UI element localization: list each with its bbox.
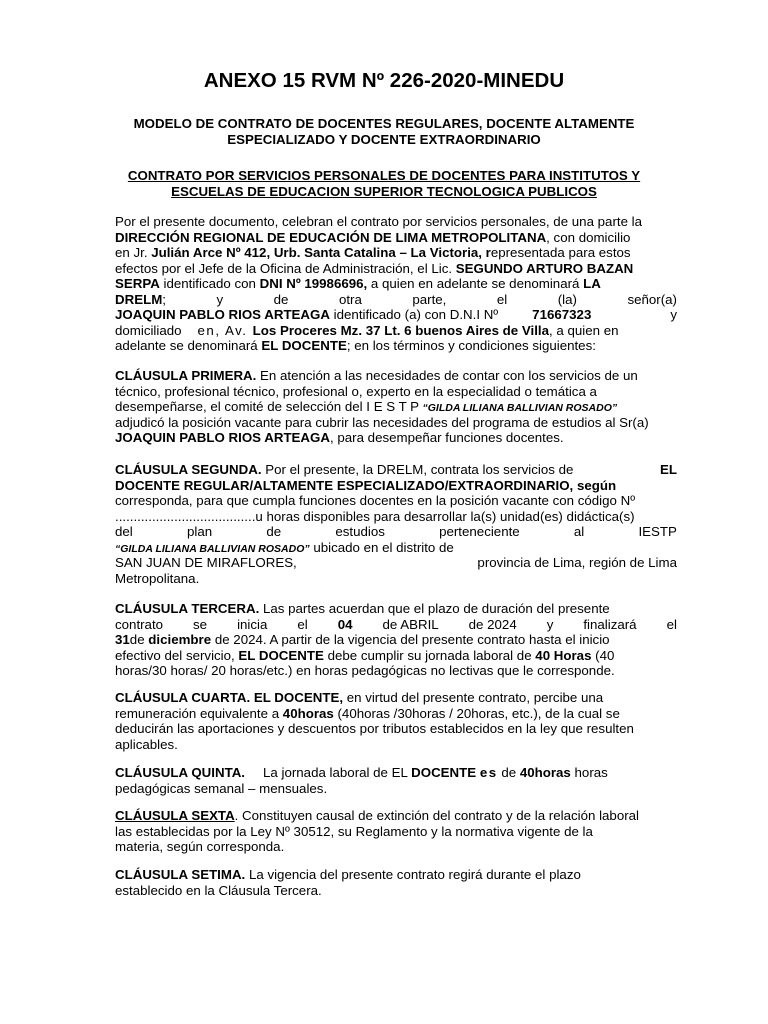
text-run: , a quien en [549, 322, 619, 338]
text-run: señor(a) [627, 291, 677, 307]
text-run: es [479, 765, 498, 780]
text-run: epresentada para estos [490, 245, 631, 260]
text-line: las establecidas por la Ley Nº 30512, su Reglamento y la normativa vigente de la [115, 823, 593, 839]
text-run: (40horas /30horas / 20horas, etc.), de la cual se [333, 705, 620, 721]
text-line: aplicables. [115, 736, 178, 752]
text-run: del [115, 524, 133, 539]
clause-heading: CLÁUSULA SETIMA. [115, 867, 246, 882]
address: Julián Arce Nº 412, Urb. Santa Catalina – La Victoria, r [151, 245, 491, 260]
text-run: EL DOCENTE [261, 338, 347, 353]
text-run: y [670, 307, 677, 322]
text-run: el [496, 291, 508, 307]
clause-quinta [115, 765, 677, 796]
clause-setima [115, 867, 677, 898]
text-line [115, 430, 677, 446]
dni: DNI Nº 19986696, [259, 276, 368, 291]
start-month: de ABRIL [382, 616, 439, 632]
text-line [115, 540, 677, 556]
representative-name: SERPA [115, 276, 160, 291]
clause-heading: CLÁUSULA QUINTA. [115, 765, 246, 780]
text-line: horas/30 horas/ 20 horas/etc.) en horas pedagógicas no lectivas que le corresponde. [115, 663, 615, 678]
clause-primera [115, 368, 677, 446]
text-run: Las partes acuerdan que el plazo de duración del presente [259, 601, 610, 616]
text-line: DOCENTE REGULAR/ALTAMENTE ESPECIALIZADO/EXTRAORDINARIO, según [115, 477, 617, 493]
teacher-name: JOAQUIN PABLO RIOS ARTEAGA [115, 307, 330, 322]
text-run: ; en los términos y condiciones siguientes: [346, 338, 596, 353]
text-run: (40 [591, 647, 615, 663]
text-line [115, 555, 677, 571]
clause-cuarta [115, 690, 677, 752]
teacher-address: Los Proceres Mz. 37 Lt. 6 buenos Aires de Villa [252, 322, 549, 338]
teacher-name: JOAQUIN PABLO RIOS ARTEAGA [115, 430, 330, 445]
text-run: (la) [557, 291, 577, 307]
drelm-name: DIRECCIÓN REGIONAL DE EDUCACIÓN DE LIMA METROPOLITANA [115, 229, 547, 245]
clause-sexta [115, 808, 677, 855]
district: SAN JUAN DE MIRAFLORES, [115, 555, 297, 570]
text-line: Metropolitana. [115, 570, 200, 586]
text-line [115, 601, 677, 617]
text-run: En atención a las necesidades de contar con los servicios de un [256, 368, 638, 383]
text-line: establecido en la Cláusula Tercera. [115, 882, 322, 898]
text-run: en, Av. [197, 322, 253, 338]
text-run: de [129, 632, 149, 647]
text-line [115, 765, 677, 781]
clause-segunda [115, 462, 677, 586]
text-line [115, 399, 677, 415]
text-run: La jornada laboral de EL [263, 765, 412, 780]
subtitle-line: ESPECIALIZADO Y DOCENTE EXTRAORDINARIO [227, 131, 541, 147]
text-run: LA [583, 276, 601, 291]
text-line [115, 261, 677, 277]
text-line [115, 808, 677, 824]
text-run: contrato [115, 616, 164, 632]
text-run: de [266, 524, 282, 539]
text-run: EL [660, 462, 677, 477]
text-line: materia, según corresponda. [115, 839, 285, 854]
text-line: Por el presente documento, celebran el contrato por servicios personales, de una parte la [115, 214, 643, 229]
text-run: el [666, 616, 677, 632]
text-run: , con domicilio [546, 229, 631, 245]
text-run: identificado (a) con D.N.I Nº [329, 307, 499, 322]
text-line [115, 230, 677, 246]
text-line: técnico, profesional técnico, profesional o, experto en la especialidad o temática a [115, 383, 597, 399]
text-run: de 2024. A partir de la vigencia del presente contrato hasta el inicio [211, 632, 610, 647]
clause-heading: CLÁUSULA SEXTA [115, 808, 235, 823]
text-run: . Constituyen causal de extinción del contrato y de la relación laboral [234, 808, 639, 823]
text-run: inicia [237, 616, 268, 632]
text-run: en virtud del presente contrato, percibe una [343, 690, 604, 705]
document-subtitle [100, 116, 668, 147]
text-run: y [546, 616, 554, 632]
text-run: , para desempeñar funciones docentes. [329, 430, 564, 445]
text-run: remuneración equivalente a [115, 705, 283, 721]
text-line: pedagógicas semanal – mensuales. [115, 780, 328, 796]
text-run: el [297, 616, 308, 632]
text-run: de [497, 765, 520, 780]
text-run: IESTP [638, 524, 677, 539]
work-hours: 40horas [519, 765, 571, 780]
institute-name: “GILDA LILIANA BALLIVIAN ROSADO” [422, 402, 618, 414]
document-title: ANEXO 15 RVM Nº 226-2020-MINEDU [203, 69, 565, 92]
institute-name: “GILDA LILIANA BALLIVIAN ROSADO” [115, 542, 310, 555]
text-line [115, 307, 677, 323]
text-line: deducirán las aportaciones y descuentos por tributos establecidos en la ley que resulten [115, 721, 634, 736]
text-line: ......................................u horas disponibles para desarrollar la(s) unidad(es) didáctica(s) [115, 508, 635, 524]
text-line [115, 617, 677, 633]
text-run: domiciliado [115, 322, 182, 338]
work-hours: 40 Horas [535, 647, 592, 663]
contract-title-line: CONTRATO POR SERVICIOS PERSONALES DE DOCENTES PARA INSTITUTOS Y [127, 168, 641, 183]
text-run: a quien en adelante se denominará [367, 276, 584, 291]
text-line [115, 323, 677, 339]
representative-name: SEGUNDO ARTURO BAZAN [455, 260, 634, 276]
start-year: de 2024 [468, 616, 517, 632]
text-line [115, 632, 677, 648]
text-run: perteneciente [439, 524, 520, 539]
clause-heading: CLÁUSULA CUARTA. EL DOCENTE, [115, 690, 344, 705]
text-line [115, 338, 677, 354]
end-month: diciembre [148, 632, 212, 647]
teacher-dni: 71667323 [532, 307, 592, 322]
text-run: ubicado en el distrito de [309, 539, 454, 555]
text-run: efectivo del servicio, [115, 647, 239, 663]
text-line [115, 462, 677, 478]
end-day: 31 [115, 632, 130, 647]
clause-heading: CLÁUSULA SEGUNDA. [115, 462, 262, 477]
text-run: finalizará [583, 616, 637, 632]
contract-title-line: ESCUELAS DE EDUCACION SUPERIOR TECNOLOGICA PUBLICOS [171, 183, 597, 199]
text-run: efectos por el Jefe de la Oficina de Administración, el Lic. [115, 260, 456, 276]
text-run: y [216, 291, 224, 307]
subtitle-line: MODELO DE CONTRATO DE DOCENTES REGULARES, DOCENTE ALTAMENTE [133, 116, 635, 131]
text-run: estudios [335, 524, 385, 539]
text-line [115, 867, 677, 883]
text-line: adjudicó la posición vacante para cubrir las necesidades del programa de estudios al Sr(a) [115, 414, 649, 430]
text-run: al [573, 524, 585, 539]
text-run: Por el presente, la DRELM, contrata los servicios de [261, 462, 574, 477]
text-run: en Jr. [115, 245, 152, 260]
text-line: corresponda, para que cumpla funciones docentes en la posición vacante con código Nº [115, 493, 636, 508]
text-run: identificado con [159, 276, 260, 291]
text-line [115, 524, 677, 540]
text-run: DOCENTE [411, 765, 477, 780]
text-run: se [193, 616, 208, 632]
text-run: debe cumplir su jornada laboral de [323, 647, 536, 663]
text-run: otra [338, 291, 362, 307]
clause-heading: CLÁUSULA PRIMERA. [115, 368, 257, 383]
text-line [115, 245, 677, 261]
text-run: desempeñarse, el comité de selección del I E S T P [115, 399, 423, 414]
text-run: La vigencia del presente contrato regirá durante el plazo [245, 867, 581, 882]
clause-heading: CLÁUSULA TERCERA. [115, 601, 260, 616]
text-line [115, 368, 677, 384]
work-hours: 40horas [282, 705, 334, 721]
contract-title [100, 168, 668, 199]
text-run: provincia de Lima, región de Lima [477, 555, 677, 570]
text-run: adelante se denominará [115, 338, 262, 353]
text-line [115, 648, 677, 664]
text-line [115, 706, 677, 722]
text-run: DRELM [115, 291, 163, 307]
text-line [115, 292, 677, 308]
text-line [115, 276, 677, 292]
start-day: 04 [337, 616, 353, 632]
text-run: EL DOCENTE [238, 647, 324, 663]
intro-paragraph [115, 214, 677, 354]
text-run: plan [186, 524, 213, 539]
text-run: ; [162, 291, 166, 307]
text-run: de [273, 291, 289, 307]
text-run: horas [570, 765, 608, 780]
clause-tercera [115, 601, 677, 679]
text-run: parte, [412, 291, 447, 307]
text-line [115, 690, 677, 706]
